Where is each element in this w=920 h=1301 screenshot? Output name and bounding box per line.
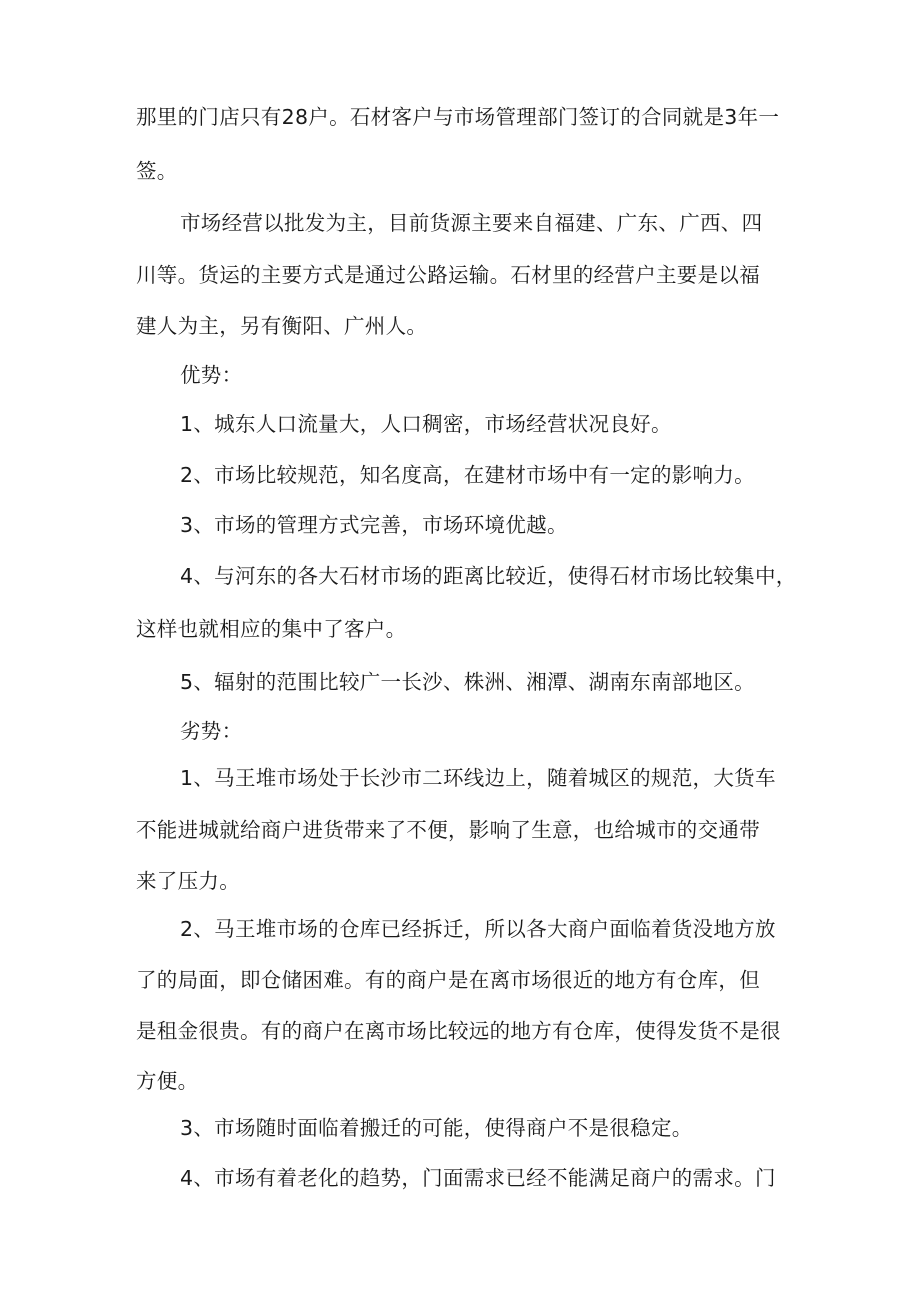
list-item-continuation: 这样也就相应的集中了客户。	[136, 617, 407, 641]
list-item-continuation: 来了压力。	[136, 869, 240, 893]
list-item: 2、市场比较规范，知名度高，在建材市场中有一定的影响力。	[180, 463, 755, 487]
list-item: 1、城东人口流量大，人口稠密，市场经营状况良好。	[180, 412, 672, 436]
list-item: 2、马王堆市场的仓库已经拆迁，所以各大商户面临着货没地方放	[180, 917, 776, 941]
text-line: 签。	[136, 159, 178, 183]
text-line: 市场经营以批发为主，目前货源主要来自福建、广东、广西、四	[180, 211, 763, 235]
list-item: 1、马王堆市场处于长沙市二环线边上，随着城区的规范，大货车	[180, 766, 776, 790]
text-line: 建人为主，另有衡阳、广州人。	[136, 314, 428, 338]
list-item-continuation: 不能进城就给商户进货带来了不便，影响了生意，也给城市的交通带	[136, 818, 760, 842]
list-item-continuation: 方便。	[136, 1069, 199, 1093]
list-item: 3、市场的管理方式完善，市场环境优越。	[180, 513, 568, 537]
list-item-continuation: 了的局面，即仓储困难。有的商户是在离市场很近的地方有仓库，但	[136, 968, 760, 992]
list-item: 4、市场有着老化的趋势，门面需求已经不能满足商户的需求。门	[180, 1166, 776, 1190]
text-line: 那里的门店只有28户。石材客户与市场管理部门签订的合同就是3年一	[136, 105, 780, 129]
list-item-continuation: 是租金很贵。有的商户在离市场比较远的地方有仓库，使得发货不是很	[136, 1019, 781, 1043]
section-heading-disadvantages: 劣势：	[180, 719, 243, 743]
list-item: 5、辐射的范围比较广一长沙、株洲、湘潭、湖南东南部地区。	[180, 670, 755, 694]
section-heading-advantages: 优势：	[180, 363, 243, 387]
list-item: 3、市场随时面临着搬迁的可能，使得商户不是很稳定。	[180, 1116, 693, 1140]
list-item: 4、与河东的各大石材市场的距离比较近，使得石材市场比较集中，	[180, 564, 797, 588]
text-line: 川等。货运的主要方式是通过公路运输。石材里的经营户主要是以福	[136, 263, 760, 287]
